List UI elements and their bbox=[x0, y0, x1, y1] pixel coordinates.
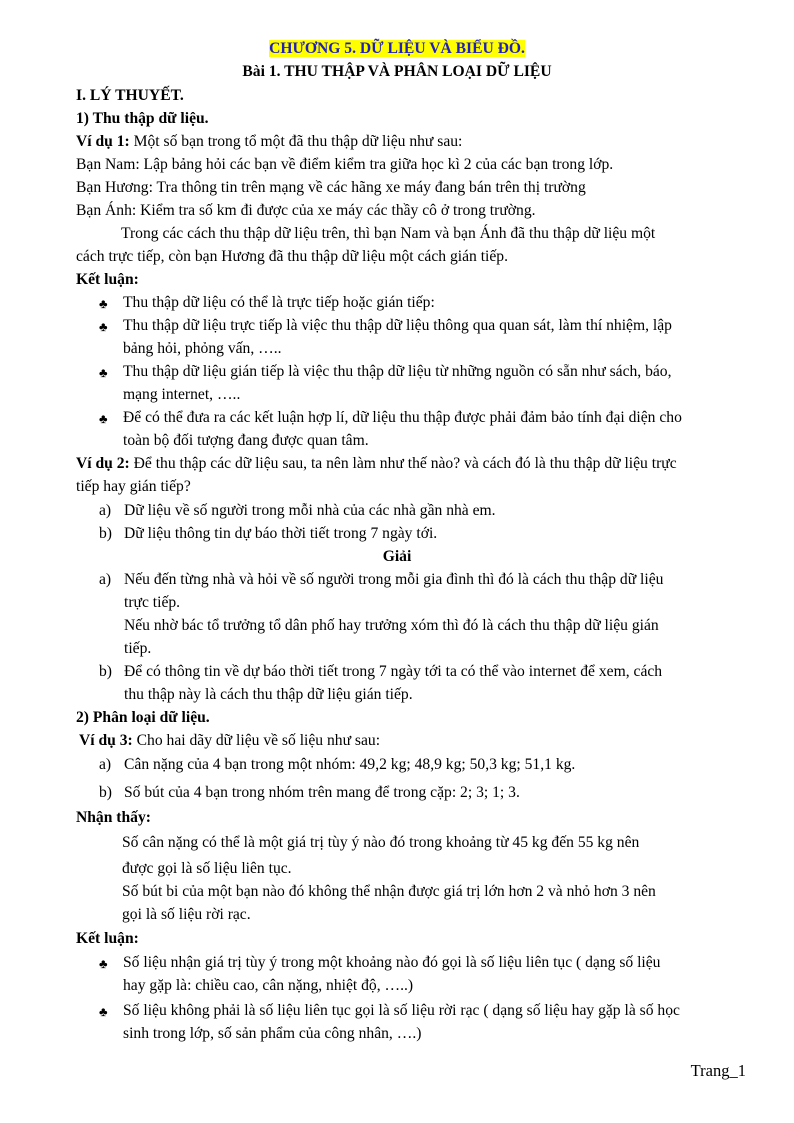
club-bullet-icon: ♣ bbox=[99, 319, 108, 334]
subsection-heading-classify: 2) Phân loại dữ liệu. bbox=[76, 709, 210, 726]
example-2-text: Để thu thập các dữ liệu sau, ta nên làm như thế nào? và cách đó là thu thập dữ liệu trực bbox=[129, 455, 677, 472]
example-2-item-label: b) bbox=[99, 525, 112, 542]
lesson-title: Bài 1. THU THẬP VÀ PHÂN LOẠI DỮ LIỆU bbox=[242, 63, 552, 80]
conclusion-2-item-cont: hay gặp là: chiều cao, cân nặng, nhiệt độ, …..) bbox=[123, 977, 414, 994]
observation-line: Số bút bi của một bạn nào đó không thể nhận được giá trị lớn hơn 2 và nhỏ hơn 3 nên bbox=[122, 883, 656, 900]
solution-heading: Giải bbox=[382, 548, 412, 565]
example-3-item-weights: Cân nặng của 4 bạn trong một nhóm: 49,2 kg; 48,9 kg; 50,3 kg; 51,1 kg. bbox=[124, 756, 576, 773]
observation-line: được gọi là số liệu liên tục. bbox=[122, 860, 292, 877]
subsection-heading-collect: 1) Thu thập dữ liệu. bbox=[76, 110, 209, 127]
conclusion-1-item-cont: bảng hỏi, phỏng vấn, ….. bbox=[123, 340, 282, 357]
example-3-label: Ví dụ 3: bbox=[79, 732, 133, 749]
example-3-item-label: a) bbox=[99, 756, 112, 773]
section-heading-theory: I. LÝ THUYẾT. bbox=[76, 87, 184, 104]
example-2-intro bbox=[76, 452, 677, 475]
example-1-line: Bạn Nam: Lập bảng hỏi các bạn về điểm kiểm tra giữa học kì 2 của các bạn trong lớp. bbox=[76, 156, 614, 173]
chapter-title-text: CHƯƠNG 5. DỮ LIỆU VÀ BIỂU ĐỒ. bbox=[269, 40, 525, 57]
conclusion-1-item: Thu thập dữ liệu gián tiếp là việc thu thập dữ liệu từ những nguồn có sẵn như sách, báo, bbox=[123, 363, 672, 380]
example-1-text: Một số bạn trong tổ một đã thu thập dữ liệu như sau: bbox=[129, 133, 463, 150]
example-1-paragraph-cont: cách trực tiếp, còn bạn Hương đã thu thập dữ liệu một cách gián tiếp. bbox=[76, 248, 508, 265]
club-bullet-icon: ♣ bbox=[99, 296, 108, 311]
club-bullet-icon: ♣ bbox=[99, 411, 108, 426]
observation-label: Nhận thấy: bbox=[76, 809, 151, 826]
example-3-text: Cho hai dãy dữ liệu về số liệu như sau: bbox=[132, 732, 381, 749]
example-1-intro bbox=[76, 130, 462, 153]
solution-a-line: Nếu đến từng nhà và hỏi về số người trong mỗi gia đình thì đó là cách thu thập dữ liệu bbox=[124, 571, 664, 588]
example-1-paragraph: Trong các cách thu thập dữ liệu trên, thì bạn Nam và bạn Ánh đã thu thập dữ liệu một bbox=[121, 225, 656, 242]
conclusion-1-label: Kết luận: bbox=[76, 271, 139, 288]
solution-a-line: Nếu nhờ bác tổ trưởng tổ dân phố hay trưởng xóm thì đó là cách thu thập dữ liệu gián bbox=[124, 617, 659, 634]
example-1-line: Bạn Ánh: Kiểm tra số km đi được của xe máy các thầy cô ở trong trường. bbox=[76, 202, 536, 219]
solution-a-line: trực tiếp. bbox=[124, 594, 181, 611]
example-3-item-pens: Số bút của 4 bạn trong nhóm trên mang để trong cặp: 2; 3; 1; 3. bbox=[124, 784, 520, 801]
observation-line: gọi là số liệu rời rạc. bbox=[122, 906, 251, 923]
example-3-intro bbox=[79, 729, 380, 752]
solution-b-line: thu thập này là cách thu thập dữ liệu gián tiếp. bbox=[124, 686, 413, 703]
example-2-item: Dữ liệu về số người trong mỗi nhà của các nhà gần nhà em. bbox=[124, 502, 496, 519]
conclusion-1-item: Để có thể đưa ra các kết luận hợp lí, dữ liệu thu thập được phải đảm bảo tính đại diện cho bbox=[123, 409, 682, 426]
example-1-label: Ví dụ 1: bbox=[76, 133, 130, 150]
conclusion-2-item: Số liệu nhận giá trị tùy ý trong một khoảng nào đó gọi là số liệu liên tục ( dạng số liệu bbox=[123, 954, 661, 971]
example-2-text-cont: tiếp hay gián tiếp? bbox=[76, 478, 191, 495]
conclusion-2-item-cont: sinh trong lớp, số sản phẩm của công nhân, ….) bbox=[123, 1025, 422, 1042]
conclusion-1-item-cont: mạng internet, ….. bbox=[123, 386, 241, 403]
conclusion-2-label: Kết luận: bbox=[76, 930, 139, 947]
conclusion-1-item: Thu thập dữ liệu có thể là trực tiếp hoặc gián tiếp: bbox=[123, 294, 435, 311]
page-number: Trang_1 bbox=[690, 1061, 746, 1080]
example-2-item-label: a) bbox=[99, 502, 112, 519]
club-bullet-icon: ♣ bbox=[99, 365, 108, 380]
example-3-item-label: b) bbox=[99, 784, 112, 801]
solution-b-label: b) bbox=[99, 663, 112, 680]
example-2-item: Dữ liệu thông tin dự báo thời tiết trong 7 ngày tới. bbox=[124, 525, 438, 542]
example-2-label: Ví dụ 2: bbox=[76, 455, 130, 472]
club-bullet-icon: ♣ bbox=[99, 956, 108, 971]
solution-a-line: tiếp. bbox=[124, 640, 152, 657]
conclusion-1-item-cont: toàn bộ đối tượng đang được quan tâm. bbox=[123, 432, 369, 449]
solution-a-label: a) bbox=[99, 571, 112, 588]
solution-b-line: Để có thông tin về dự báo thời tiết trong 7 ngày tới ta có thể vào internet để xem, cách bbox=[124, 663, 663, 680]
club-bullet-icon: ♣ bbox=[99, 1004, 108, 1019]
conclusion-2-item: Số liệu không phải là số liệu liên tục gọi là số liệu rời rạc ( dạng số liệu hay gặp là số học bbox=[123, 1002, 680, 1019]
example-1-line: Bạn Hương: Tra thông tin trên mạng về các hãng xe máy đang bán trên thị trường bbox=[76, 179, 586, 196]
observation-line: Số cân nặng có thể là một giá trị tùy ý nào đó trong khoảng từ 45 kg đến 55 kg nên bbox=[122, 834, 640, 851]
conclusion-1-item: Thu thập dữ liệu trực tiếp là việc thu thập dữ liệu thông qua quan sát, làm thí nhiệm, lập bbox=[123, 317, 672, 334]
chapter-title bbox=[0, 37, 794, 60]
